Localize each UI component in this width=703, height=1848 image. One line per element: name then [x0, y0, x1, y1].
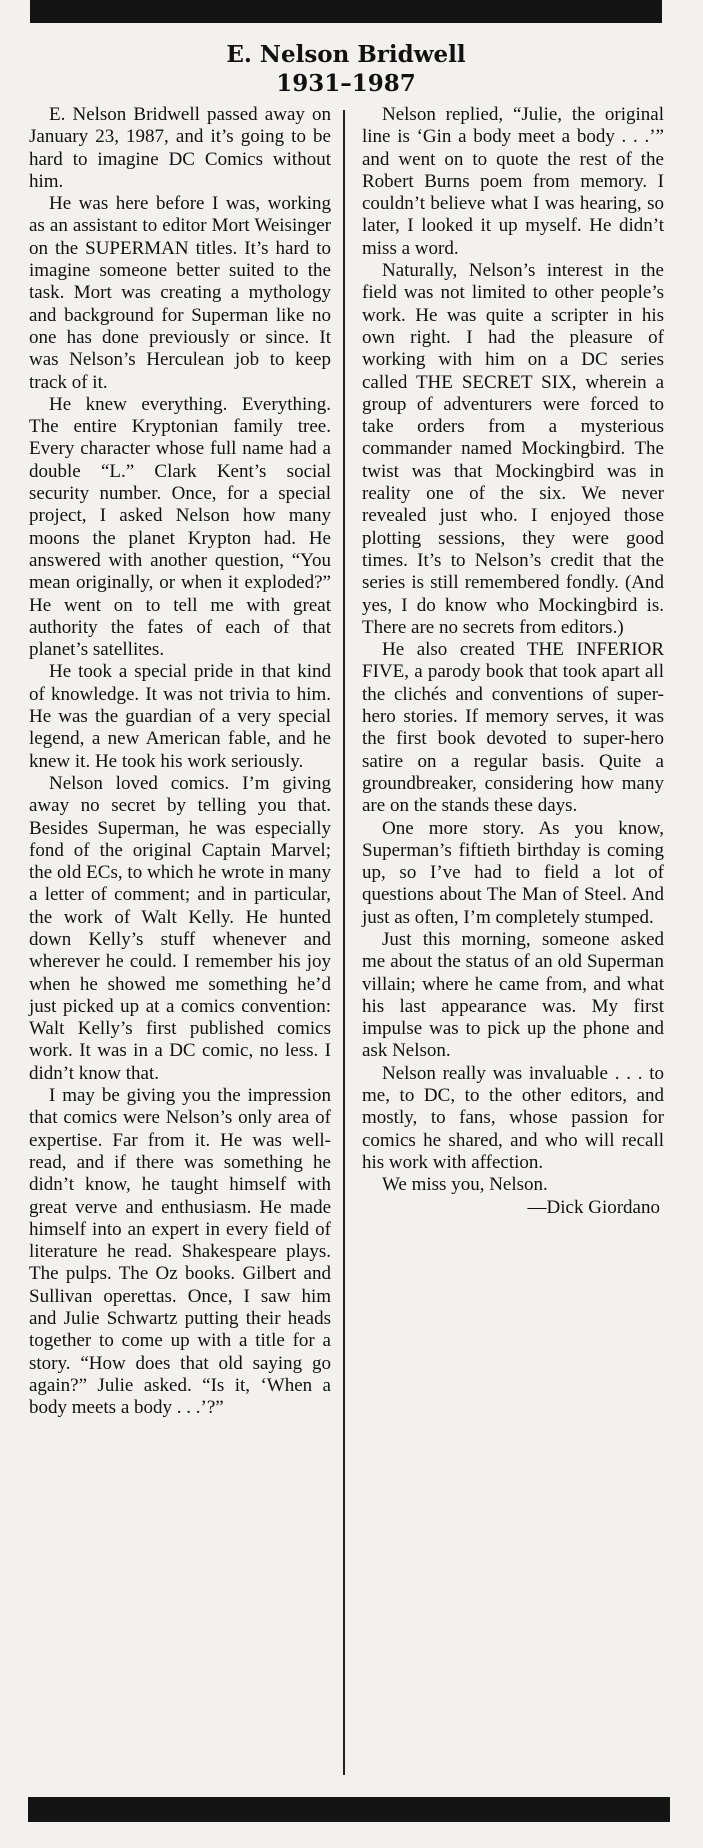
- top-border-bar: [30, 0, 662, 23]
- left-column: [29, 104, 331, 1420]
- signature: —Dick Giordano: [527, 1196, 660, 1218]
- paragraph: He was here before I was, working as an assistant to editor Mort Weisinger on the SUPERMAN titles. It’s hard to imagine someone better suited to the task. Mort was creating a mythology and background for Superman like no one has done previously or since. It was Nelson’s Herculean job to keep track of it.: [29, 193, 331, 393]
- article-dates: 1931–1987: [276, 70, 416, 97]
- paragraph: Just this morning, someone asked me about the status of an old Superman villain; where he came from, and what his last appearance was. My first impulse was to pick up the phone and ask Nelson.: [362, 928, 664, 1062]
- column-divider: [343, 110, 345, 1775]
- bottom-border-bar: [28, 1797, 670, 1822]
- paragraph: E. Nelson Bridwell passed away on January 23, 1987, and it’s going to be hard to imagine DC Comics without him.: [29, 104, 331, 192]
- paragraph: We miss you, Nelson.: [382, 1174, 548, 1196]
- paragraph: He knew everything. Everything. The entire Kryptonian family tree. Every character whose full name had a double “L.” Clark Kent’s social security number. Once, for a special project, I asked Nelson how many moons the planet Krypton had. He answered with another question, “You mean originally, or when it exploded?” He went on to tell me with great authority the fates of each of that planet’s satellites.: [29, 393, 331, 661]
- paragraph: I may be giving you the impression that comics were Nelson’s only area of expertise. Far from it. He was well-read, and if there was something he didn’t know, he taught himself with great verve and enthusiasm. He made himself into an expert in every field of literature he read. Shakespeare plays. The pulps. The Oz books. Gilbert and Sullivan operettas. Once, I saw him and Julie Schwartz putting their heads together to come up with a title for a story. “How does that old saying go again?” Julie asked. “Is it, ‘When a body meets a body . . .’?”: [29, 1085, 331, 1419]
- article-title: E. Nelson Bridwell: [226, 41, 466, 68]
- paragraph: Nelson really was invaluable . . . to me, to DC, to the other editors, and mostly, to fans, whose passion for comics he shared, and who will recall his work with affection.: [362, 1062, 664, 1173]
- paragraph: Nelson replied, “Julie, the original line is ‘Gin a body meet a body . . .’” and went on to quote the rest of the Robert Burns poem from memory. I couldn’t believe what I was hearing, so later, I looked it up myself. He didn’t miss a word.: [362, 104, 664, 259]
- paragraph: He took a special pride in that kind of knowledge. It was not trivia to him. He was the guardian of a very special legend, a new American fable, and he knew it. He took his work seriously.: [29, 661, 331, 772]
- paragraph: One more story. As you know, Superman’s fiftieth birthday is coming up, so I’ve had to field a lot of questions about The Man of Steel. And just as often, I’m completely stumped.: [362, 817, 664, 928]
- right-column: [362, 104, 664, 1219]
- paragraph: Naturally, Nelson’s interest in the field was not limited to other people’s work. He was quite a scripter in his own right. I had the pleasure of working with him on a DC series called THE SECRET SIX, wherein a group of adventurers were forced to take orders from a mysterious commander named Mockingbird. The twist was that Mockingbird was in reality one of the six. We never revealed just who. I enjoyed those plotting sessions, they were good times. It’s to Nelson’s credit that the series is still remembered fondly. (And yes, I do know who Mockingbird is. There are no secrets from editors.): [362, 260, 664, 638]
- paragraph: Nelson loved comics. I’m giving away no secret by telling you that. Besides Superman, he was especially fond of the original Captain Marvel; the old ECs, to which he wrote in many a letter of comment; and in particular, the work of Walt Kelly. He hunted down Kelly’s stuff whenever and wherever he could. I remember his joy when he showed me something he’d just picked up at a comics convention: Walt Kelly’s first published comics work. It was in a DC comic, no less. I didn’t know that.: [29, 772, 331, 1084]
- article-heading: [30, 40, 662, 98]
- paragraph: He also created THE INFERIOR FIVE, a parody book that took apart all the clichés and conventions of super-hero stories. If memory serves, it was the first book devoted to super-hero satire on a regular basis. Quite a groundbreaker, considering how many are on the stands these days.: [362, 639, 664, 817]
